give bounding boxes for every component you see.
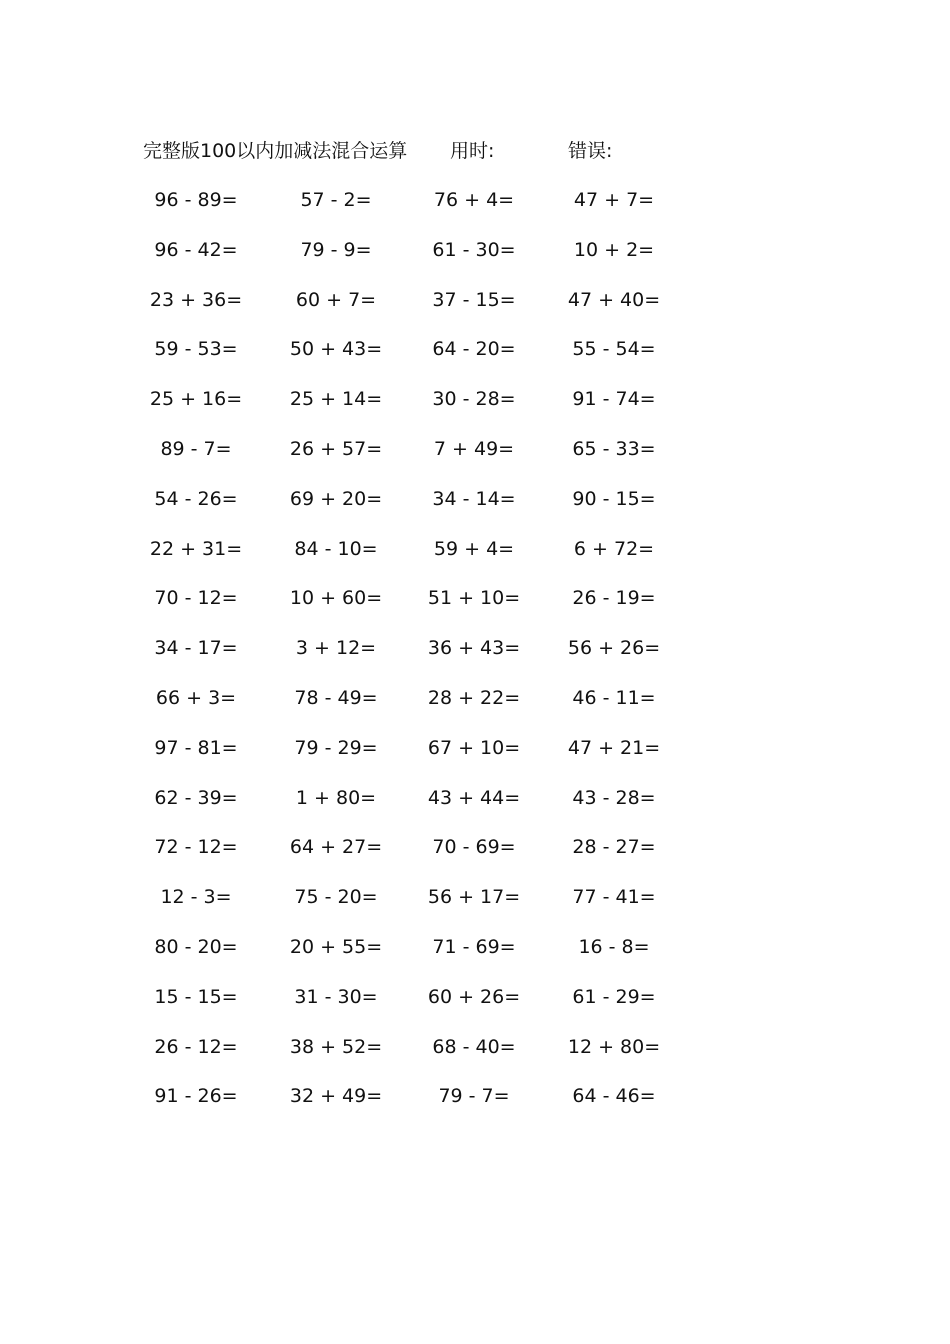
math-problem: 26 - 12= <box>154 1035 238 1058</box>
problem-row <box>0 633 950 683</box>
problem-row <box>0 783 950 833</box>
problem-row <box>0 932 950 982</box>
problem-row <box>0 285 950 335</box>
math-problem: 79 - 7= <box>438 1085 510 1108</box>
errors-label: 错误: <box>568 140 613 162</box>
math-problem: 60 + 7= <box>295 288 377 311</box>
math-problem: 6 + 72= <box>573 537 655 560</box>
math-problem: 10 + 2= <box>573 238 655 261</box>
math-problem: 59 - 53= <box>154 338 238 361</box>
math-problem: 30 - 28= <box>432 388 516 411</box>
math-problem: 61 - 29= <box>572 985 656 1008</box>
math-problem: 23 + 36= <box>149 288 243 311</box>
problem-row <box>0 882 950 932</box>
math-problem: 47 + 40= <box>567 288 661 311</box>
math-problem: 57 - 2= <box>300 189 372 211</box>
math-problem: 78 - 49= <box>294 686 378 709</box>
math-problem: 26 - 19= <box>572 587 656 610</box>
math-problem: 96 - 42= <box>154 238 238 261</box>
math-problem: 65 - 33= <box>572 437 656 460</box>
math-problem: 71 - 69= <box>432 935 516 958</box>
math-problem: 28 - 27= <box>572 836 656 859</box>
math-problem: 91 - 26= <box>154 1085 238 1108</box>
math-problem: 43 - 28= <box>572 786 656 809</box>
math-problem: 90 - 15= <box>572 487 656 510</box>
worksheet-title: 完整版100以内加减法混合运算 <box>143 140 408 162</box>
problem-row <box>0 832 950 882</box>
math-problem: 22 + 31= <box>149 537 243 560</box>
math-problem: 68 - 40= <box>432 1035 516 1058</box>
math-problem: 76 + 4= <box>433 189 515 211</box>
problem-row <box>0 683 950 733</box>
math-problem: 96 - 89= <box>154 189 238 211</box>
math-problem: 47 + 21= <box>567 736 661 759</box>
math-problem: 7 + 49= <box>433 437 515 460</box>
problem-row <box>0 583 950 633</box>
math-problem: 25 + 16= <box>149 388 243 411</box>
math-problem: 37 - 15= <box>432 288 516 311</box>
math-problem: 34 - 14= <box>432 487 516 510</box>
math-problem: 16 - 8= <box>578 935 650 958</box>
math-problem: 15 - 15= <box>154 985 238 1008</box>
math-problem: 47 + 7= <box>573 189 655 211</box>
math-problem: 97 - 81= <box>154 736 238 759</box>
math-problem: 64 - 20= <box>432 338 516 361</box>
math-problem: 34 - 17= <box>154 637 238 660</box>
problem-row <box>0 484 950 534</box>
math-problem: 84 - 10= <box>294 537 378 560</box>
math-problem: 32 + 49= <box>289 1085 383 1108</box>
math-problem: 70 - 69= <box>432 836 516 859</box>
math-problem: 12 + 80= <box>567 1035 661 1058</box>
math-problem: 28 + 22= <box>427 686 521 709</box>
math-problem: 66 + 3= <box>155 686 237 709</box>
math-problem: 31 - 30= <box>294 985 378 1008</box>
math-problem: 26 + 57= <box>289 437 383 460</box>
problem-row <box>0 982 950 1032</box>
math-problem: 91 - 74= <box>572 388 656 411</box>
problem-row <box>0 534 950 584</box>
problem-row <box>0 235 950 285</box>
problem-row <box>0 1081 950 1131</box>
math-problem: 54 - 26= <box>154 487 238 510</box>
math-problem: 51 + 10= <box>427 587 521 610</box>
math-problem: 56 + 26= <box>567 637 661 660</box>
math-problem: 79 - 29= <box>294 736 378 759</box>
math-problem: 62 - 39= <box>154 786 238 809</box>
math-problem: 55 - 54= <box>572 338 656 361</box>
math-problem: 46 - 11= <box>572 686 656 709</box>
math-problem: 60 + 26= <box>427 985 521 1008</box>
math-problem: 59 + 4= <box>433 537 515 560</box>
math-problem: 70 - 12= <box>154 587 238 610</box>
math-problem: 3 + 12= <box>295 637 377 660</box>
math-problem: 69 + 20= <box>289 487 383 510</box>
math-problem: 64 - 46= <box>572 1085 656 1108</box>
math-problem: 79 - 9= <box>300 238 372 261</box>
problem-row <box>0 434 950 484</box>
math-problem: 38 + 52= <box>289 1035 383 1058</box>
math-problem: 50 + 43= <box>289 338 383 361</box>
worksheet-header <box>0 136 950 166</box>
problem-row <box>0 334 950 384</box>
problem-row <box>0 185 950 235</box>
math-problem: 75 - 20= <box>294 886 378 909</box>
math-problem: 64 + 27= <box>289 836 383 859</box>
math-problem: 72 - 12= <box>154 836 238 859</box>
problem-row <box>0 384 950 434</box>
time-label: 用时: <box>450 140 495 162</box>
math-problem: 61 - 30= <box>432 238 516 261</box>
problem-row <box>0 1032 950 1082</box>
math-problem: 20 + 55= <box>289 935 383 958</box>
math-problem: 36 + 43= <box>427 637 521 660</box>
math-problem: 43 + 44= <box>427 786 521 809</box>
problem-grid <box>0 185 950 1131</box>
math-problem: 56 + 17= <box>427 886 521 909</box>
math-problem: 77 - 41= <box>572 886 656 909</box>
math-problem: 1 + 80= <box>295 786 377 809</box>
math-problem: 89 - 7= <box>160 437 232 460</box>
math-problem: 25 + 14= <box>289 388 383 411</box>
math-problem: 80 - 20= <box>154 935 238 958</box>
math-problem: 10 + 60= <box>289 587 383 610</box>
math-problem: 12 - 3= <box>160 886 232 909</box>
problem-row <box>0 733 950 783</box>
math-problem: 67 + 10= <box>427 736 521 759</box>
